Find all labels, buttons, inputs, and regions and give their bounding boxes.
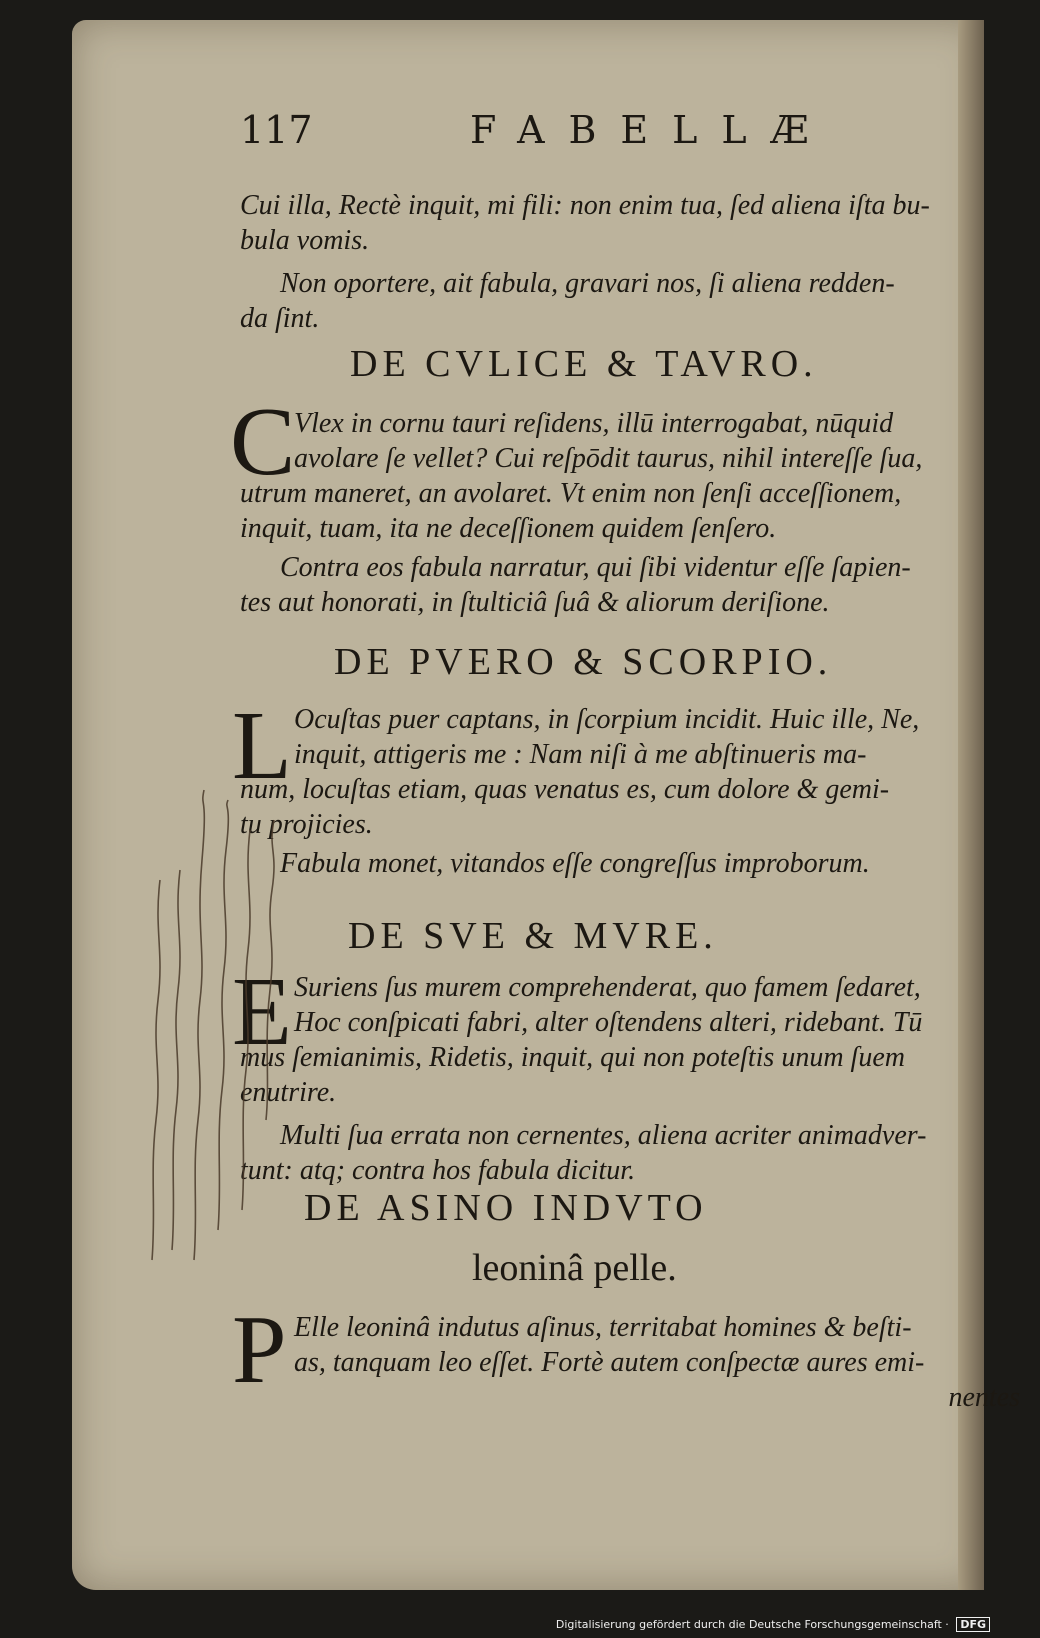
text-line: Cui illa, Rectè inquit, mi fili: non enim tua, ſed aliena iſta bu- <box>240 190 930 221</box>
digitization-footer <box>556 1617 990 1632</box>
footer-text: Digitalisierung gefördert durch die Deutsche Forschungsgemeinschaft · <box>555 1618 949 1631</box>
text-line: Suriens ſus murem comprehenderat, quo famem ſedaret, <box>294 972 921 1003</box>
drop-cap: C <box>230 388 296 496</box>
running-head: FABELLÆ <box>470 108 833 152</box>
drop-cap: P <box>232 1296 287 1404</box>
fable-title: DE ASINO INDVTO <box>304 1187 708 1229</box>
text-line: da ſint. <box>240 303 320 334</box>
fable-text <box>240 476 1040 546</box>
drop-cap: E <box>232 958 292 1066</box>
moral <box>240 1118 1040 1188</box>
text-line: Hoc conſpicati fabri, alter oſtendens alteri, ridebant. Tū <box>294 1007 923 1038</box>
fable-text <box>294 702 1034 772</box>
text-line: Fabula monet, vitandos eſſe congreſſus improborum. <box>280 848 870 879</box>
text-line: enutrire. <box>240 1077 337 1108</box>
fable-text <box>294 970 1034 1040</box>
paragraph-continuation <box>240 188 1040 258</box>
text-line: tu projicies. <box>240 809 373 840</box>
text-line: bula vomis. <box>240 225 370 256</box>
fable-text <box>294 1310 1034 1380</box>
dfg-badge: DFG <box>956 1617 990 1632</box>
fable-title: DE PVERO & SCORPIO. <box>334 641 833 683</box>
fable-text <box>240 1040 1040 1110</box>
moral <box>240 550 1040 620</box>
drop-cap: L <box>232 692 292 800</box>
text-line: mus ſemianimis, Ridetis, inquit, qui non poteſtis unum ſuem <box>240 1042 905 1073</box>
fable-text <box>240 772 1040 842</box>
moral <box>240 846 1040 881</box>
fable-title: DE CVLICE & TAVRO. <box>350 343 818 385</box>
text-line: utrum maneret, an avolaret. Vt enim non ſenſi acceſſionem, <box>240 478 902 509</box>
text-line: Contra eos fabula narratur, qui ſibi videntur eſſe ſapien- <box>280 552 911 583</box>
page-header <box>240 108 940 168</box>
text-line: tes aut honorati, in ſtulticiâ ſuâ & aliorum deriſione. <box>240 587 830 618</box>
text-line: inquit, attigeris me : Nam niſi à me abſtinueris ma- <box>294 739 867 770</box>
fable-title: DE SVE & MVRE. <box>348 915 718 957</box>
fable-subtitle: leoninâ pelle. <box>472 1247 677 1289</box>
text-line: Multi ſua errata non cernentes, aliena acriter animadver- <box>280 1120 927 1151</box>
text-line: Vlex in cornu tauri reſidens, illū interrogabat, nūquid <box>294 408 894 439</box>
text-line: num, locuſtas etiam, quas venatus es, cum dolore & gemi- <box>240 774 890 805</box>
catchword <box>240 1380 1020 1415</box>
text-line: avolare ſe vellet? Cui reſpōdit taurus, nihil intereſſe ſua, <box>294 443 923 474</box>
text-line: Ocuſtas puer captans, in ſcorpium incidit. Huic ille, Ne, <box>294 704 920 735</box>
text-line: Elle leoninâ indutus aſinus, territabat homines & beſti- <box>294 1312 912 1343</box>
handwritten-margin-note <box>142 790 342 1270</box>
fable-text <box>294 406 1034 476</box>
text-line: nentes <box>948 1382 1020 1413</box>
moral <box>240 266 1040 336</box>
page-number: 117 <box>240 108 313 152</box>
text-line: inquit, tuam, ita ne deceſſionem quidem ſenſero. <box>240 513 777 544</box>
text-line: Non oportere, ait fabula, gravari nos, ſi aliena redden- <box>280 268 895 299</box>
book-page <box>72 20 1020 1590</box>
text-line: as, tanquam leo eſſet. Fortè autem conſpectæ aures emi- <box>294 1347 925 1378</box>
text-line: tunt: atq; contra hos fabula dicitur. <box>240 1155 636 1186</box>
